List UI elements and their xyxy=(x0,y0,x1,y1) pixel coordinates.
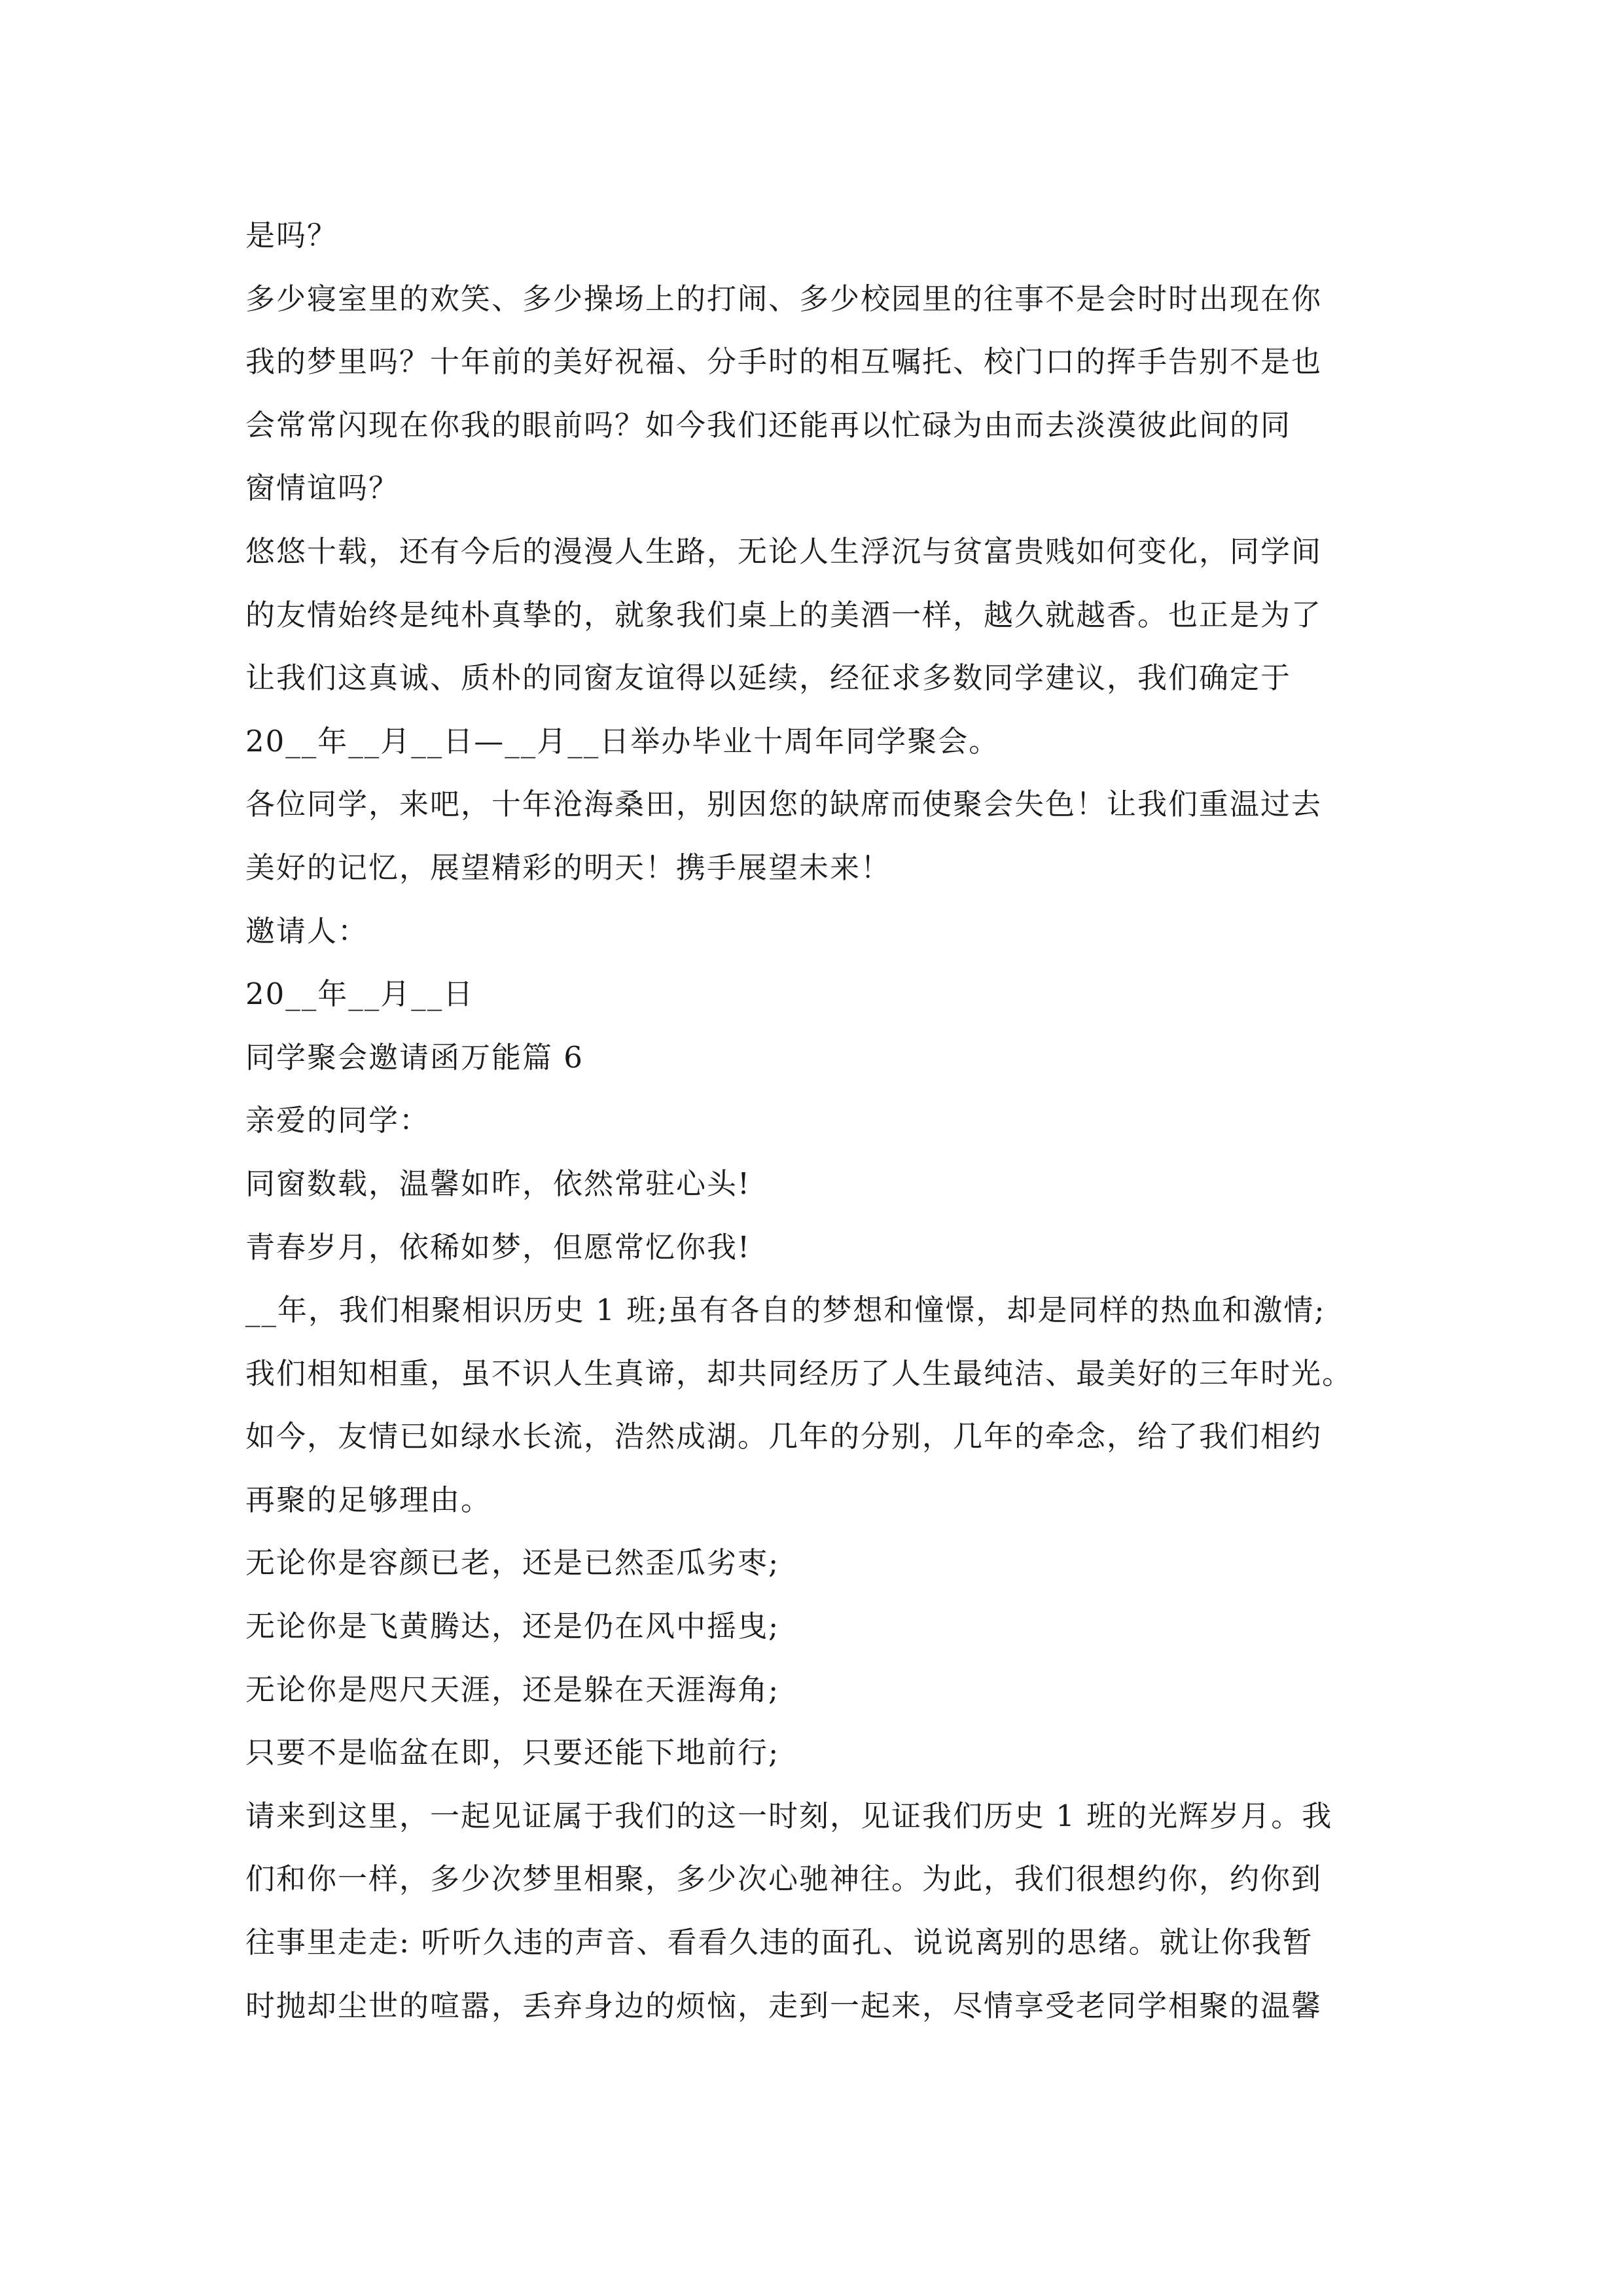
text-line: 窗情谊吗？ xyxy=(245,471,400,506)
text-line: 时抛却尘世的喧嚣，丢弃身边的烦恼，走到一起来，尽情享受老同学相聚的温馨 xyxy=(245,1988,1323,2023)
text-line: 是吗？ xyxy=(245,218,338,253)
text-line: 各位同学，来吧，十年沧海桑田，别因您的缺席而使聚会失色！让我们重温过去 xyxy=(245,787,1323,822)
text-line: 再聚的足够理由。 xyxy=(245,1482,492,1517)
text-line: 只要不是临盆在即，只要还能下地前行; xyxy=(245,1735,780,1770)
inviter-label: 邀请人： xyxy=(245,913,369,948)
text-line: __年，我们相聚相识历史 1 班;虽有各自的梦想和憧憬，却是同样的热血和激情; xyxy=(245,1293,1326,1328)
text-line: 20__年__月__日—__月__日举办毕业十周年同学聚会。 xyxy=(245,723,1000,759)
salutation: 亲爱的同学： xyxy=(245,1103,431,1138)
text-line: 我的梦里吗？十年前的美好祝福、分手时的相互嘱托、校门口的挥手告别不是也 xyxy=(245,344,1323,380)
text-line: 的友情始终是纯朴真挚的，就象我们桌上的美酒一样，越久就越香。也正是为了 xyxy=(245,597,1323,632)
text-line: 无论你是咫尺天涯，还是躲在天涯海角; xyxy=(245,1672,780,1707)
text-line: 悠悠十载，还有今后的漫漫人生路，无论人生浮沉与贫富贵贱如何变化，同学间 xyxy=(245,533,1323,569)
text-line: 无论你是飞黄腾达，还是仍在风中摇曳; xyxy=(245,1609,780,1644)
text-line: 请来到这里，一起见证属于我们的这一时刻，见证我们历史 1 班的光辉岁月。我 xyxy=(245,1798,1333,1833)
text-line: 让我们这真诚、质朴的同窗友谊得以延续，经征求多数同学建议，我们确定于 xyxy=(245,660,1292,696)
text-line: 我们相知相重，虽不识人生真谛，却共同经历了人生最纯洁、最美好的三年时光。 xyxy=(245,1355,1353,1391)
section-heading: 同学聚会邀请函万能篇 6 xyxy=(245,1039,584,1075)
text-line: 往事里走走: 听听久违的声音、看看久违的面孔、说说离别的思绪。就让你我暂 xyxy=(245,1925,1313,1960)
date-line: 20__年__月__日 xyxy=(245,977,474,1012)
text-line: 同窗数载，温馨如昨，依然常驻心头! xyxy=(245,1166,751,1201)
text-line: 会常常闪现在你我的眼前吗？如今我们还能再以忙碌为由而去淡漠彼此间的同 xyxy=(245,407,1292,442)
text-line: 如今，友情已如绿水长流，浩然成湖。几年的分别，几年的牵念，给了我们相约 xyxy=(245,1419,1323,1454)
text-line: 无论你是容颜已老，还是已然歪瓜劣枣; xyxy=(245,1545,780,1581)
text-line: 美好的记忆，展望精彩的明天！携手展望未来！ xyxy=(245,850,892,885)
text-line: 多少寝室里的欢笑、多少操场上的打闹、多少校园里的往事不是会时时出现在你 xyxy=(245,281,1323,316)
text-line: 青春岁月，依稀如梦，但愿常忆你我! xyxy=(245,1229,751,1265)
document-body xyxy=(245,204,1387,2037)
text-line: 们和你一样，多少次梦里相聚，多少次心驰神往。为此，我们很想约你，约你到 xyxy=(245,1861,1323,1897)
